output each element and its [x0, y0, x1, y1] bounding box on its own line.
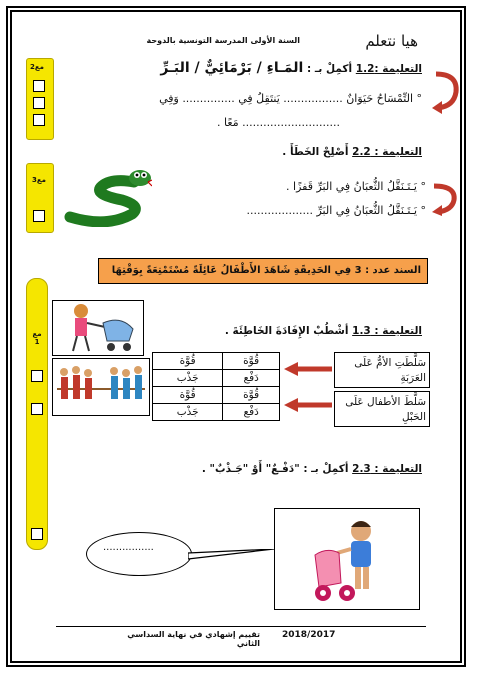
score-box[interactable] [33, 114, 45, 126]
footer-year: 2018/2017 [282, 630, 336, 640]
word-options: المَـاءِ / بَرْمَائِيٌّ / البَـرِّ [160, 60, 304, 76]
task-1-3-heading [170, 325, 422, 337]
task-2-2-line-1: ° يَـتَـنَقَّلُ الثُّعبَانُ فِي البَرِّ قَفزًا . [286, 180, 426, 193]
score-box[interactable] [31, 403, 43, 415]
instruction-label: التعليمة : 1.3 [352, 325, 422, 337]
score-box[interactable] [33, 80, 45, 92]
task-2-2-line-2: ° يَـتَـنَقَّلُ الثُّعبَانُ فِي البَرِّ ................... [246, 204, 426, 217]
curved-arrow-icon [430, 182, 460, 216]
bubble-pointer [188, 546, 274, 565]
footer-title: تقييم إشهادي في نهاية السداسي الثاني [127, 630, 260, 648]
sanad-box: السند عدد : 3 فِي الحَدِيقَةِ شَاهَدَ الأَطْفَالُ عَائِلَةً مُسْتَمْتِعَةً بِوَقْتِهَا [98, 258, 428, 284]
mother-stroller-picture [52, 300, 144, 356]
score-box[interactable] [33, 97, 45, 109]
choice-cell[interactable]: قُوَّة [223, 353, 280, 370]
choice-cell[interactable]: دَفْع [223, 370, 280, 387]
curved-arrow-icon [430, 70, 460, 114]
answer-dots: ................ [103, 542, 154, 553]
tug-of-war-picture [52, 358, 150, 416]
instruction-verb: أشْطُبْ الإِفَادَةَ الخَاطِئَةَ . [224, 325, 349, 337]
choice-cell[interactable]: قُوَّة [153, 353, 223, 370]
left-arrow-icon [284, 398, 332, 412]
task-1-2-line-2: ............................ مَعًا . [217, 116, 340, 129]
snake-picture [62, 162, 152, 227]
answer-bubble[interactable] [86, 532, 192, 576]
score-label-1: مع2 [30, 63, 44, 71]
choice-cell[interactable]: قُوَّة [223, 387, 280, 404]
task-2-3-heading [100, 463, 422, 475]
score-box[interactable] [31, 528, 43, 540]
task-2-2-heading [200, 146, 422, 158]
score-label-2: مع3 [32, 176, 46, 184]
score-box[interactable] [31, 370, 43, 382]
instruction-verb: أَصْلِحْ الخَطَأَ . [282, 146, 349, 158]
task-1-2-line-1: ° التِّمْسَاحُ حَيَوَانٌ ................. يَنتَقِلُ فِي ............... وَفِي [159, 92, 422, 105]
choice-cell[interactable]: قُوَّة [153, 387, 223, 404]
score-box[interactable] [33, 210, 45, 222]
task-1-2-heading [100, 60, 422, 76]
score-bar-2 [26, 163, 54, 233]
school-header: السنة الأولى المدرسة التونسية بالدوحة [146, 36, 300, 45]
footer-line [56, 626, 426, 627]
instruction-label: التعليمة :1.2 [355, 63, 422, 75]
sentence-cell: سَلَّطَ الأطفال عَلَى الحَبْلِ [334, 391, 430, 427]
instruction-label: التعليمة : 2.3 [352, 463, 422, 475]
score-label-3: مع 1 [32, 330, 42, 346]
sentence-cell: سَلَّطَتِ الأمُّ عَلَى العَرَبَةِ [334, 352, 430, 388]
instruction-verb: أكمِلْ بـ : "دَفْـعٌ" أَوْ "جَـذْبٌ" . [201, 463, 349, 475]
baby-walker-picture [274, 508, 420, 610]
instruction-label: التعليمة : 2.2 [352, 146, 422, 158]
choices-table [152, 352, 280, 421]
choice-cell[interactable]: جَذْب [153, 404, 223, 421]
choice-cell[interactable]: جَذْب [153, 370, 223, 387]
instruction-verb: أكمِلْ بـ : [306, 63, 353, 75]
page-title: هيا نتعلم [365, 32, 418, 50]
left-arrow-icon [284, 362, 332, 376]
choice-cell[interactable]: دَفْع [223, 404, 280, 421]
